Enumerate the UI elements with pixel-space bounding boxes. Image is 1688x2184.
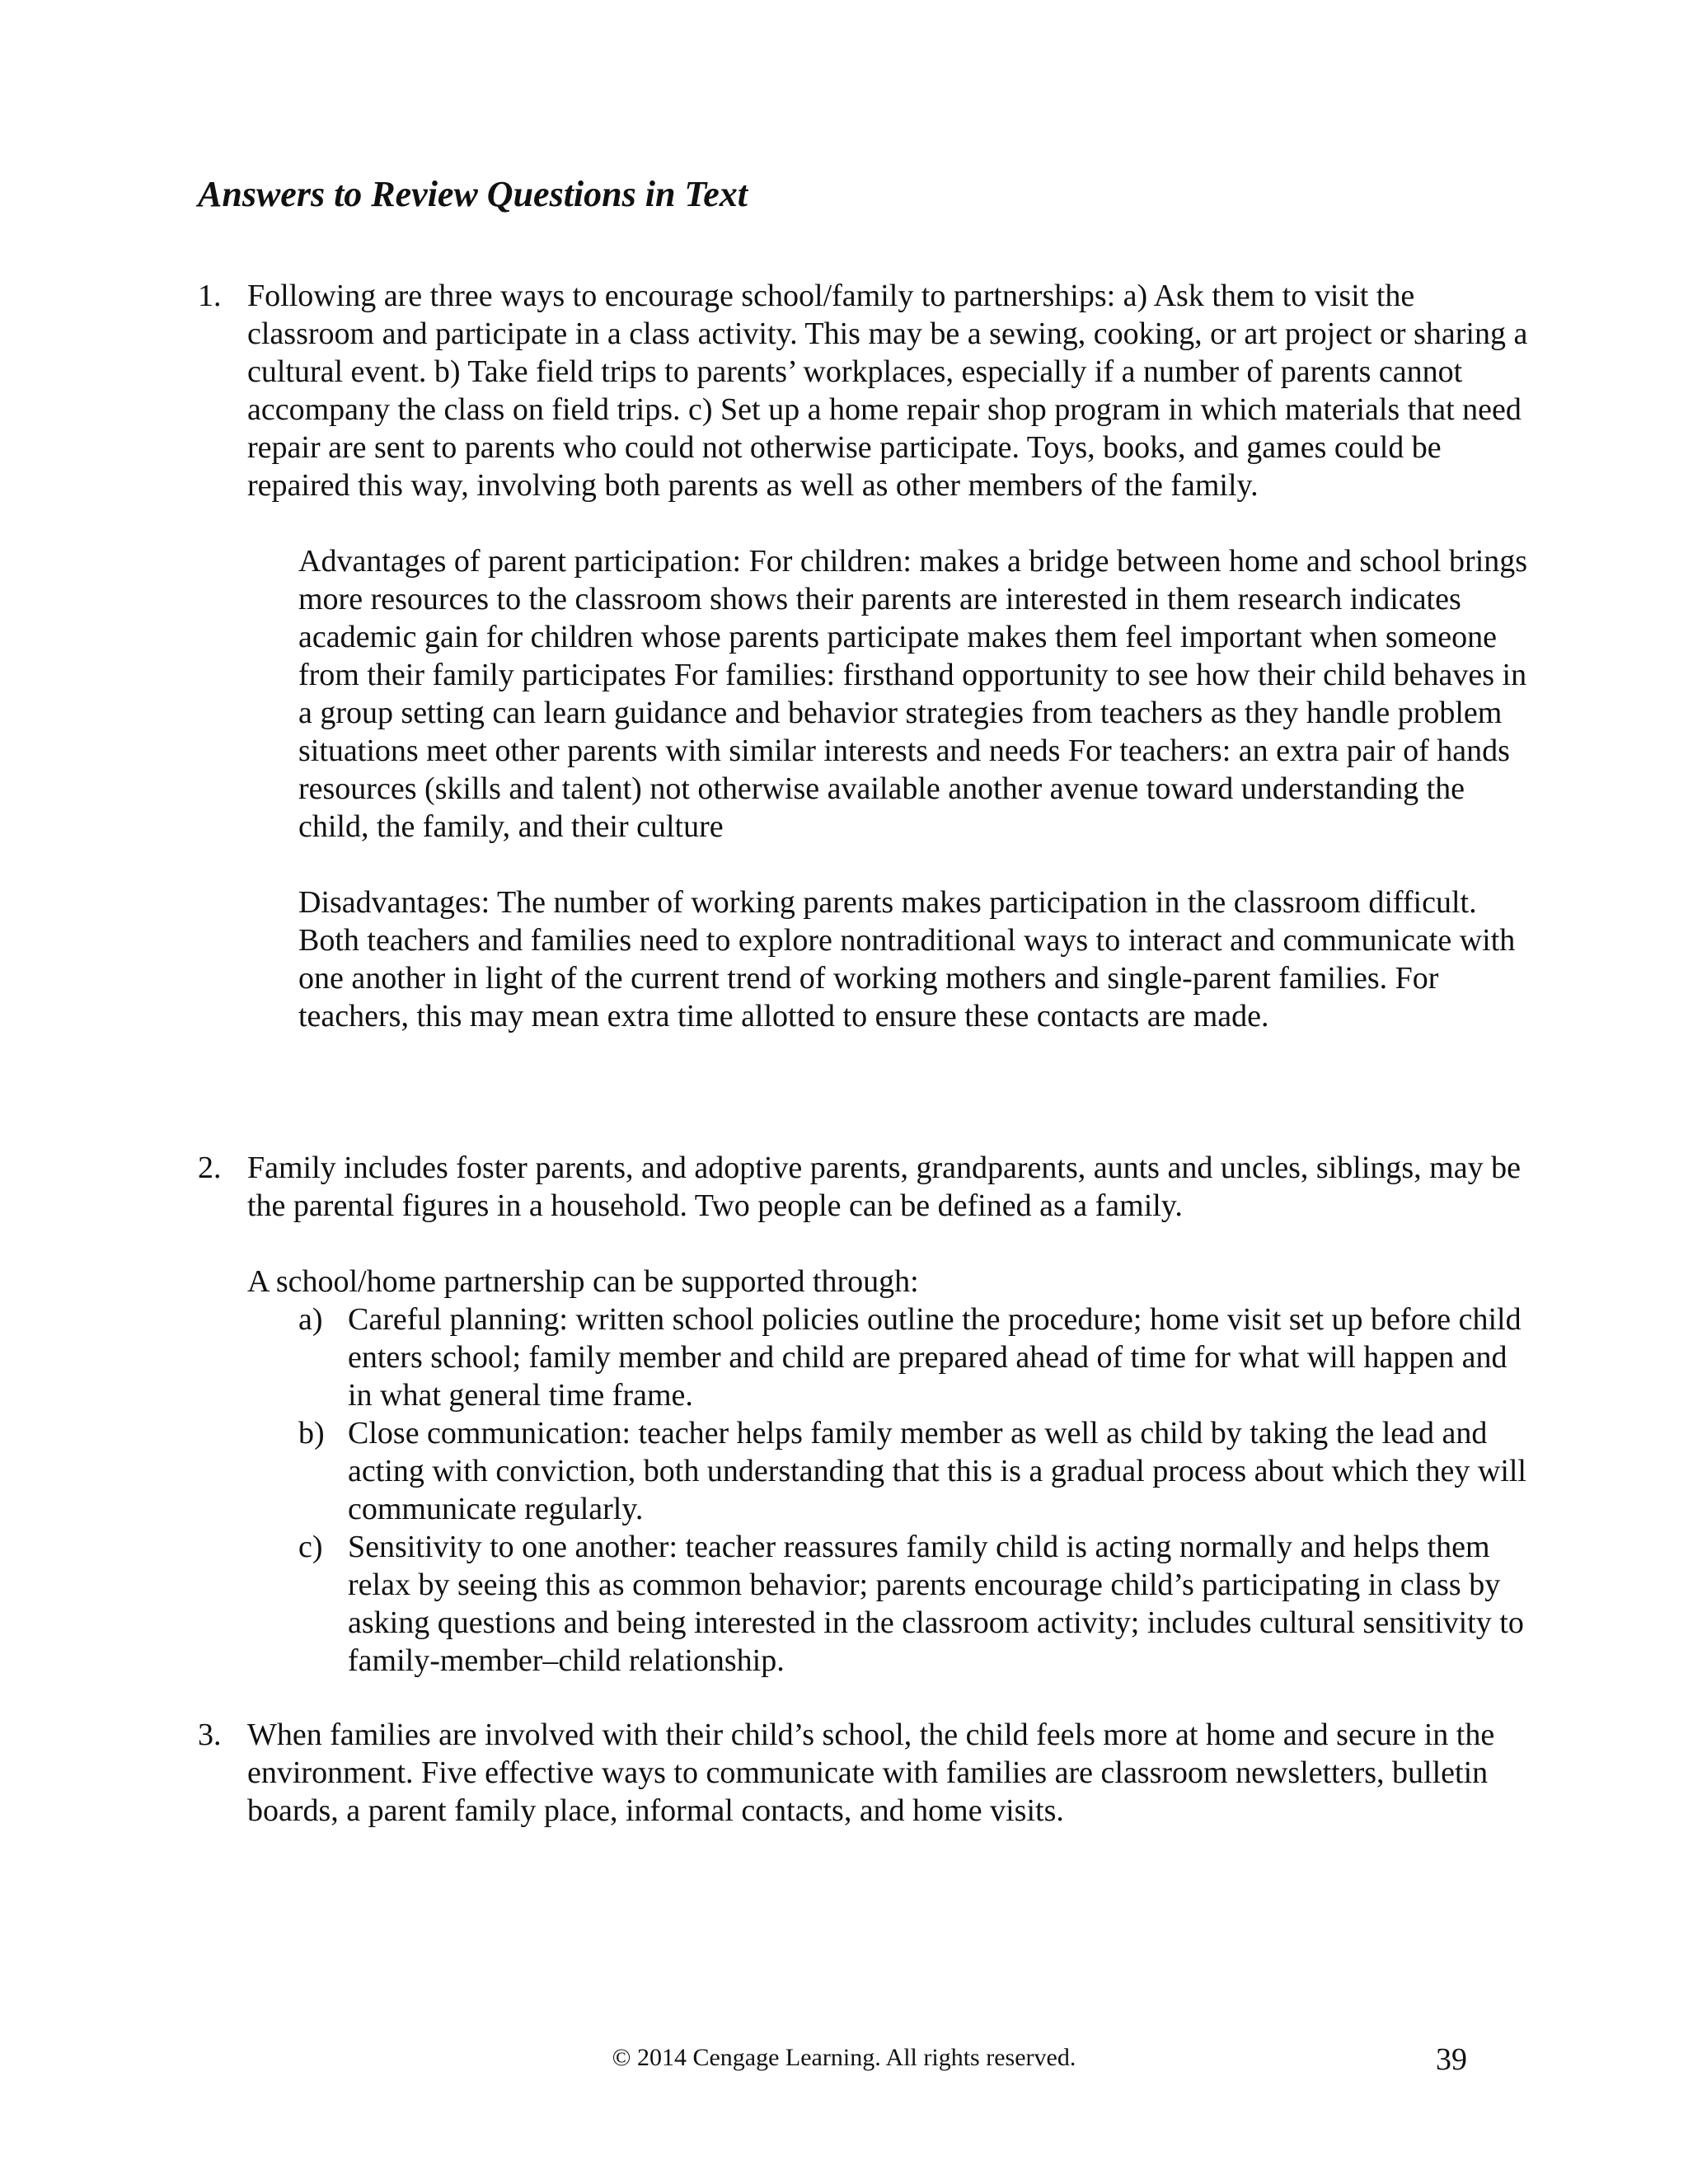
list-item	[298, 1301, 1533, 1414]
list-item-text: Close communication: teacher helps family member as well as child by taking the lead and acting with conviction, both understanding that this is a gradual process about which they will communicate regularly.	[348, 1416, 1526, 1526]
advantages-paragraph: Advantages of parent participation: For children: makes a bridge between home and school brings more resources to the classroom shows their parents are interested in them research indicates academic gain for children whose parents participate makes them feel important when someone from their family participates For families: firsthand opportunity to see how their child behaves in a group setting can learn guidance and behavior strategies from teachers as they handle problem situations meet other parents with similar interests and needs For teachers: an extra pair of hands resources (skills and talent) not otherwise available another avenue toward understanding the child, the family, and their culture	[298, 544, 1528, 844]
partnership-list	[298, 1301, 1533, 1680]
copyright-footer: © 2014 Cengage Learning. All rights reserved.	[612, 2044, 1076, 2071]
question-number: 1.	[198, 279, 222, 313]
section-heading: Answers to Review Questions in Text	[198, 174, 748, 214]
list-item-letter: a)	[298, 1302, 323, 1337]
list-item-letter: b)	[298, 1416, 325, 1451]
partnership-intro: A school/home partnership can be supported through:	[247, 1264, 919, 1299]
question-1	[198, 277, 1533, 1035]
list-item	[298, 1414, 1533, 1528]
list-item-letter: c)	[298, 1530, 323, 1564]
question-3	[198, 1716, 1533, 1830]
list-item-text: Careful planning: written school policies outline the procedure; home visit set up before child enters school; family member and child are prepared ahead of time for what will happen and in what general time frame.	[348, 1302, 1522, 1413]
page-number: 39	[1436, 2042, 1467, 2077]
question-answer-text: Family includes foster parents, and adoptive parents, grandparents, aunts and uncles, siblings, may be the parental figures in a household. Two people can be defined as a family.	[247, 1151, 1521, 1223]
question-answer-text: When families are involved with their child’s school, the child feels more at home and secure in the environment. Five effective ways to communicate with families are classroom newsletters, bulletin boards, a parent family place, informal contacts, and home visits.	[247, 1718, 1495, 1828]
question-2	[198, 1149, 1533, 1680]
list-item	[298, 1528, 1533, 1680]
disadvantages-paragraph: Disadvantages: The number of working parents makes participation in the classroom difficult. Both teachers and families need to explore nontraditional ways to interact and communicate with one another in light of the current trend of working mothers and single-parent families. For teachers, this may mean extra time allotted to ensure these contacts are made.	[298, 885, 1516, 1033]
question-number: 2.	[198, 1151, 222, 1185]
question-number: 3.	[198, 1718, 222, 1752]
list-item-text: Sensitivity to one another: teacher reassures family child is acting normally and helps them relax by seeing this as common behavior; parents encourage child’s participating in class by asking questions and being interested in the classroom activity; includes cultural sensitivity to family-member–child relationship.	[348, 1530, 1524, 1678]
question-answer-text: Following are three ways to encourage school/family to partnerships: a) Ask them to visit the classroom and participate in a class activity. This may be a sewing, cooking, or art project or sharing a cultural event. b) Take field trips to parents’ workplaces, especially if a number of parents cannot accompany the class on field trips. c) Set up a home repair shop program in which materials that need repair are sent to parents who could not otherwise participate. Toys, books, and games could be repaired this way, involving both parents as well as other members of the family.	[247, 279, 1528, 503]
